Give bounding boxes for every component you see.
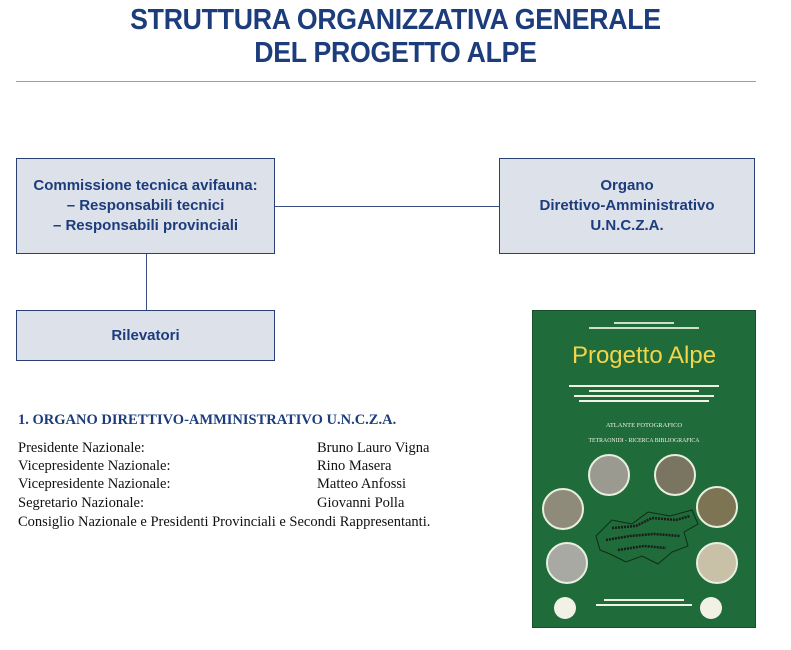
- cover-subtitle: [532, 382, 756, 405]
- member-role: Presidente Nazionale:: [18, 440, 145, 456]
- commissione-line-2: – Responsabili tecnici: [66, 197, 225, 214]
- cover-brand-title: Progetto Alpe: [571, 342, 717, 369]
- cover-publisher: [532, 596, 756, 609]
- consiglio-text: Consiglio Nazionale e Presidenti Provinciali e Secondi Rappresentanti.: [18, 514, 431, 530]
- member-name: Rino Masera: [317, 458, 392, 474]
- commissione-line-3: – Responsabili provinciali: [52, 217, 239, 234]
- cover-authors-line: [532, 322, 756, 329]
- organo-line-3: U.N.C.Z.A.: [590, 217, 664, 234]
- member-role: Vicepresidente Nazionale:: [18, 458, 171, 474]
- title-line-2: DEL PROGETTO ALPE: [254, 37, 537, 69]
- commissione-box: [16, 158, 275, 254]
- organo-box: [499, 158, 755, 254]
- bird-photo: [542, 488, 584, 530]
- cover-atlas: ATLANTE FOTOGRAFICO: [605, 422, 683, 429]
- page-title: [32, 4, 760, 70]
- connector-vertical: [146, 253, 147, 311]
- member-name: Bruno Lauro Vigna: [317, 440, 430, 456]
- member-role: Vicepresidente Nazionale:: [18, 476, 171, 492]
- book-cover: [532, 310, 756, 628]
- member-name: Matteo Anfossi: [317, 476, 407, 492]
- bird-photo: [696, 542, 738, 584]
- member-role: Segretario Nazionale:: [18, 495, 145, 511]
- organo-line-1: Organo: [600, 177, 654, 194]
- title-line-1: STRUTTURA ORGANIZZATIVA GENERALE: [130, 4, 661, 36]
- alpine-map-icon: [592, 506, 702, 568]
- rilevatori-label: Rilevatori: [111, 326, 180, 344]
- connector-horizontal: [274, 206, 500, 207]
- cover-tetra: TETRAONIDI - RICERCA BIBLIOGRAFICA: [588, 438, 700, 444]
- bird-photo: [546, 542, 588, 584]
- bird-photo: [654, 454, 696, 496]
- title-divider: [16, 81, 756, 82]
- member-name: Giovanni Polla: [317, 495, 405, 511]
- commissione-line-1: Commissione tecnica avifauna:: [33, 177, 258, 194]
- rilevatori-box: [16, 310, 275, 361]
- bird-photo: [588, 454, 630, 496]
- section-heading: 1. ORGANO DIRETTIVO-AMMINISTRATIVO U.N.C.Z.A.: [18, 412, 397, 428]
- logo-right-icon: [700, 597, 722, 619]
- organo-line-2: Direttivo-Amministrativo: [539, 197, 715, 214]
- bird-photo: [696, 486, 738, 528]
